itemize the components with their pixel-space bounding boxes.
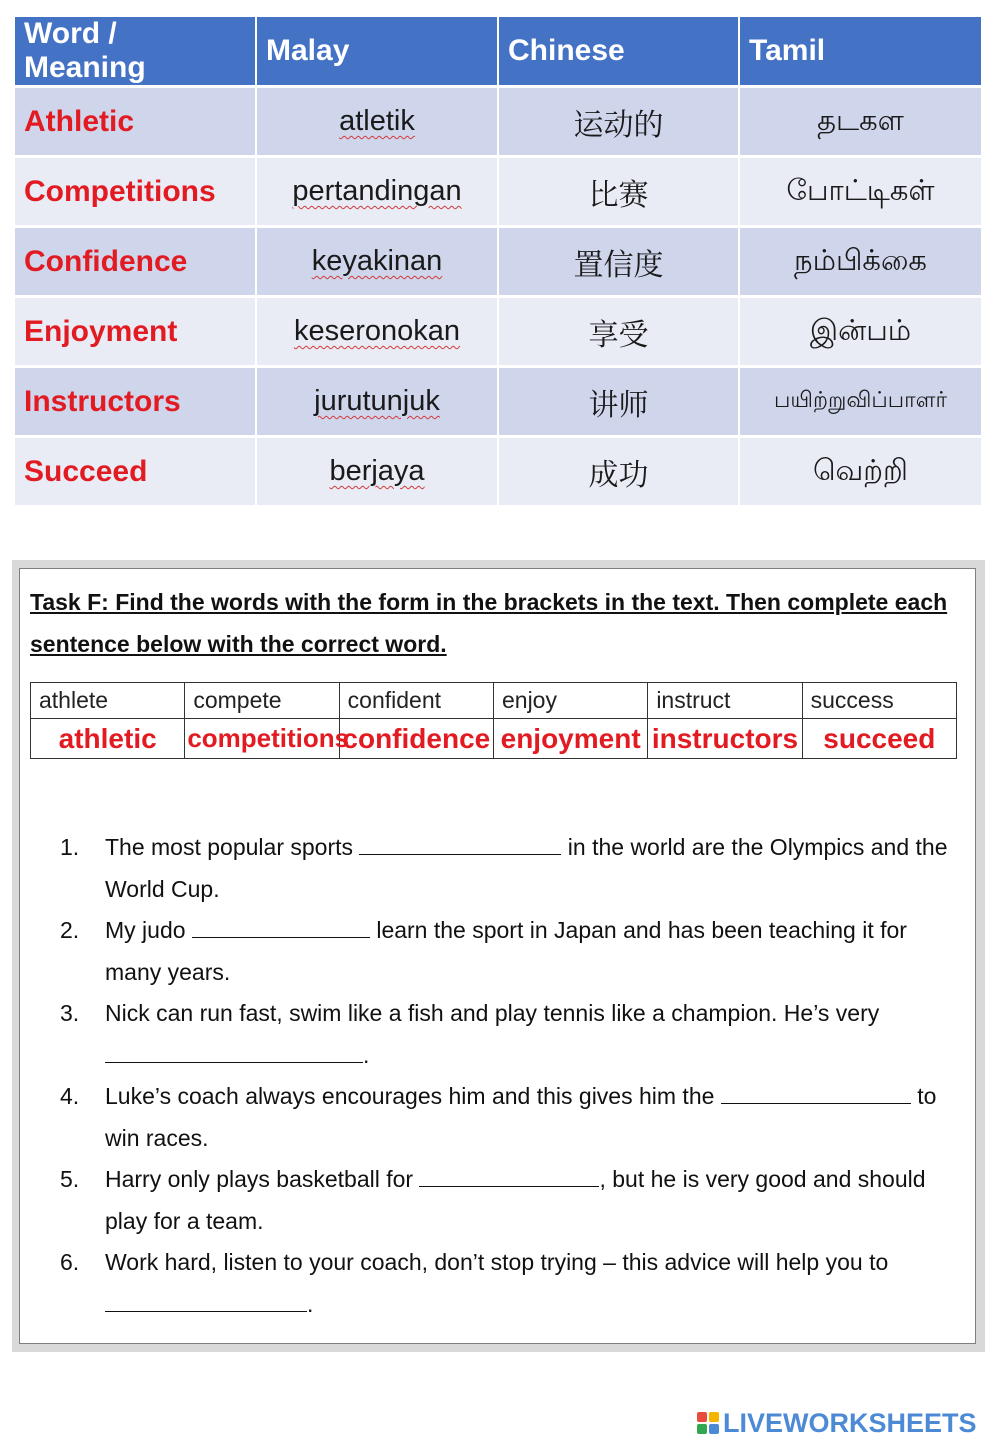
logo-text: LIVEWORKSHEETS (723, 1407, 977, 1438)
sentence-text-before: Luke’s coach always encourages him and this gives him the (105, 1083, 715, 1109)
sentence-number: 6. (60, 1249, 80, 1275)
base-word: instruct (648, 683, 802, 719)
vocab-chinese: 享受 (498, 297, 739, 367)
malay-text: atletik (339, 105, 415, 137)
sentence-item (60, 1076, 955, 1159)
base-word: success (802, 683, 956, 719)
sentence-text-after: to win races. (105, 1083, 937, 1151)
base-word: confident (339, 683, 493, 719)
vocab-tamil: பயிற்றுவிப்பாளர் (739, 367, 981, 437)
sentence-number: 4. (60, 1083, 80, 1109)
answer-blank[interactable] (105, 1040, 363, 1063)
sentence-number: 5. (60, 1166, 80, 1192)
sentence-text-before: Work hard, listen to your coach, don’t stop trying – this advice will help you to (105, 1249, 889, 1275)
header-malay: Malay (256, 17, 498, 87)
base-words-row (31, 683, 957, 719)
sentence-text-after: in the world are the Olympics and the World Cup. (105, 834, 948, 902)
sentence-text-before: Nick can run fast, swim like a fish and play tennis like a champion. He’s very (105, 1000, 880, 1026)
base-word: enjoy (493, 683, 647, 719)
sentence-item (60, 993, 955, 1076)
vocabulary-table (15, 17, 981, 508)
vocab-malay (256, 227, 498, 297)
sentence-text-after: learn the sport in Japan and has been teaching it for many years. (105, 917, 907, 985)
sentence-number: 3. (60, 1000, 80, 1026)
malay-text: berjaya (329, 455, 425, 487)
vocabulary-row (15, 157, 981, 227)
vocab-tamil: இன்பம் (739, 297, 981, 367)
sentence-item (60, 1242, 955, 1325)
header-chinese: Chinese (498, 17, 739, 87)
sentence-item (60, 827, 955, 910)
task-title: Task F: Find the words with the form in the brackets in the text. Then complete each sentence below with the correct word. (30, 589, 948, 657)
answers-row (31, 719, 957, 759)
sentence-number: 2. (60, 917, 80, 943)
vocabulary-row (15, 437, 981, 507)
answer-blank[interactable] (105, 1289, 307, 1312)
vocab-tamil: நம்பிக்கை (739, 227, 981, 297)
answer-word: enjoyment (493, 719, 647, 759)
vocab-malay (256, 87, 498, 157)
answer-word: instructors (648, 719, 802, 759)
vocab-tamil: வெற்றி (739, 437, 981, 507)
base-word: compete (185, 683, 339, 719)
vocab-chinese: 运动的 (498, 87, 739, 157)
sentence-text-after: . (363, 1041, 370, 1068)
word-forms-table (30, 682, 957, 759)
sentence-text-after: . (307, 1290, 314, 1317)
vocab-malay (256, 157, 498, 227)
vocab-word: Instructors (15, 367, 256, 437)
answer-word: succeed (802, 719, 956, 759)
vocab-malay (256, 367, 498, 437)
sentence-item (60, 910, 955, 993)
base-word: athlete (31, 683, 185, 719)
malay-text: keseronokan (293, 315, 461, 347)
answer-word: athletic (31, 719, 185, 759)
header-word-meaning: Word / Meaning (15, 17, 256, 87)
malay-text: pertandingan (292, 175, 462, 207)
vocab-malay (256, 297, 498, 367)
vocab-chinese: 讲师 (498, 367, 739, 437)
vocab-chinese: 比赛 (498, 157, 739, 227)
vocabulary-row (15, 297, 981, 367)
vocab-word: Competitions (15, 157, 256, 227)
sentence-text-before: My judo (105, 917, 186, 943)
answer-blank[interactable] (419, 1164, 599, 1187)
logo-square (709, 1412, 719, 1422)
malay-text: keyakinan (311, 245, 443, 277)
answer-blank[interactable] (192, 915, 370, 938)
header-tamil: Tamil (739, 17, 981, 87)
vocab-word: Athletic (15, 87, 256, 157)
vocab-word: Enjoyment (15, 297, 256, 367)
logo-square (697, 1412, 707, 1422)
sentence-text-before: Harry only plays basketball for (105, 1166, 414, 1192)
sentence-text-after: , but he is very good and should play for a team. (105, 1166, 926, 1234)
answer-blank[interactable] (721, 1081, 911, 1104)
answer-word: competitions (185, 719, 339, 759)
answer-blank[interactable] (359, 832, 561, 855)
vocabulary-header-row (15, 17, 981, 87)
vocab-chinese: 成功 (498, 437, 739, 507)
vocab-chinese: 置信度 (498, 227, 739, 297)
task-panel (19, 568, 976, 1344)
sentence-item (60, 1159, 955, 1242)
vocabulary-row (15, 87, 981, 157)
logo-square (697, 1424, 707, 1434)
sentence-list (60, 827, 955, 1325)
vocab-malay (256, 437, 498, 507)
vocab-tamil: போட்டிகள் (739, 157, 981, 227)
logo-grid-icon (697, 1412, 719, 1434)
vocab-word: Confidence (15, 227, 256, 297)
sentence-number: 1. (60, 834, 80, 860)
liveworksheets-logo[interactable] (697, 1408, 977, 1438)
vocab-tamil: தடகள (739, 87, 981, 157)
logo-square (709, 1424, 719, 1434)
sentence-text-before: The most popular sports (105, 834, 354, 860)
vocabulary-row (15, 367, 981, 437)
answer-word: confidence (339, 719, 493, 759)
vocabulary-row (15, 227, 981, 297)
vocab-word: Succeed (15, 437, 256, 507)
task-panel-frame (12, 560, 985, 1352)
malay-text: jurutunjuk (314, 385, 440, 417)
